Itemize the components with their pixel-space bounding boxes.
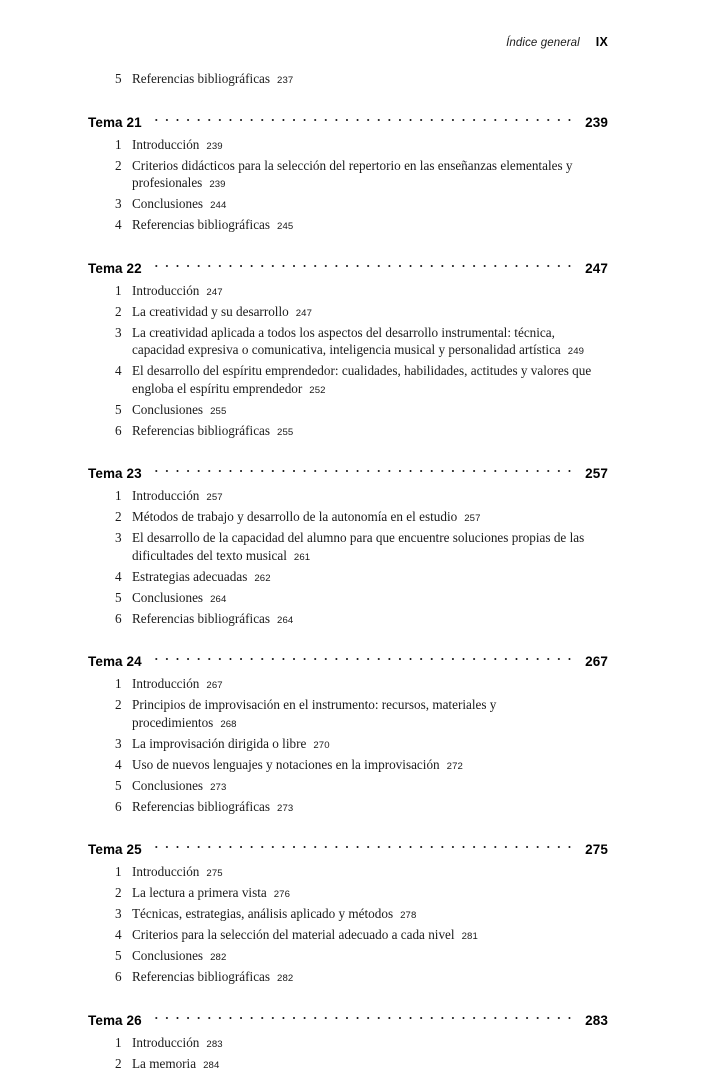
toc-entry-title: Uso de nuevos lenguajes y notaciones en la improvisación — [132, 756, 440, 772]
toc-entry-body — [132, 487, 608, 507]
toc-entry-page-number: 264 — [210, 593, 227, 605]
toc-entry-page-number: 257 — [206, 492, 223, 503]
toc-entry-page-number: 273 — [277, 802, 294, 814]
toc-entry-body — [132, 324, 608, 361]
toc-entry-number: 5 — [115, 401, 122, 417]
toc-entry-page-number: 275 — [206, 868, 223, 879]
toc-entry-title: Introducción — [132, 864, 200, 879]
toc-entry-body — [132, 568, 608, 588]
toc-entry-body — [132, 926, 608, 946]
toc-tema-page-number: 267 — [585, 654, 608, 669]
toc-entry-number: 1 — [115, 676, 122, 691]
toc-entry-title: La improvisación dirigida o libre — [132, 735, 307, 751]
toc-entry[interactable] — [88, 508, 608, 528]
toc-entry-title: Introducción — [132, 1034, 200, 1050]
dot-leader — [151, 257, 572, 273]
toc-entry-page-number: 255 — [277, 426, 294, 438]
toc-entry-number: 3 — [115, 196, 122, 211]
toc-tema-heading-row[interactable] — [88, 257, 608, 276]
toc-entry-number: 3 — [115, 530, 122, 545]
toc-entry-page-number: 264 — [277, 614, 294, 626]
toc-entry[interactable] — [88, 947, 608, 967]
toc-entry-title: Referencias bibliográficas — [132, 969, 271, 984]
toc-entry-number: 1 — [115, 136, 122, 152]
toc-entry[interactable] — [88, 216, 608, 236]
toc-entry-body — [132, 195, 608, 215]
toc-entry[interactable] — [88, 756, 608, 776]
toc-entry-body — [132, 422, 608, 442]
toc-tema-heading-row[interactable] — [88, 111, 608, 130]
toc-entry-body — [132, 947, 608, 967]
toc-entry-page-number: 272 — [446, 760, 463, 772]
toc-entry-title: Referencias bibliográficas — [132, 422, 271, 438]
toc-entry-title: Criterios didácticos para la selección del repertorio en las enseñanzas elementales y profesionales — [132, 157, 573, 190]
toc-tema-heading-row[interactable] — [88, 650, 608, 669]
toc-entry-body — [132, 508, 608, 528]
toc-entry-page-number: 239 — [209, 179, 226, 190]
toc-entry-body — [132, 884, 608, 904]
toc-entry-number: 2 — [115, 303, 122, 319]
toc-entry-page-number: 284 — [203, 1059, 220, 1071]
toc-entry-body — [132, 157, 608, 194]
toc-entry-title: El desarrollo del espíritu emprendedor: cualidades, habilidades, actitudes y valores que engloba el espíritu emprendedor — [132, 363, 592, 396]
toc-entry-title: Referencias bibliográficas — [132, 217, 271, 232]
toc-entry-title: Referencias bibliográficas — [132, 610, 271, 626]
toc-entry-body — [132, 756, 608, 776]
toc-entry-body — [132, 303, 608, 323]
toc-entry-number: 5 — [115, 777, 122, 793]
toc-entry[interactable] — [88, 157, 608, 194]
toc-entry-body — [132, 216, 608, 236]
toc-entry-title: Criterios para la selección del material adecuado a cada nivel — [132, 927, 455, 942]
toc-entry-body — [132, 136, 608, 156]
toc-groups — [88, 111, 608, 1075]
toc-entry-page-number: 262 — [254, 572, 271, 584]
toc-entry-title: La lectura a primera vista — [132, 885, 267, 900]
toc-tema-page-number: 283 — [585, 1012, 608, 1028]
toc-entry-title: Referencias bibliográficas — [132, 798, 271, 814]
toc-entry-title: Referencias bibliográficas — [132, 71, 271, 86]
toc-entry[interactable] — [88, 968, 608, 988]
toc-group — [88, 462, 608, 629]
running-head-title: Índice general — [506, 37, 580, 49]
toc-entry-page-number: 239 — [206, 140, 223, 152]
toc-entry-number: 6 — [115, 969, 122, 984]
toc-entry-number: 3 — [115, 735, 122, 751]
toc-entry[interactable] — [88, 926, 608, 946]
toc-entry-title: Principios de improvisación en el instrumento: recursos, materiales y procedimientos — [132, 697, 497, 730]
toc-entry-page-number: 282 — [277, 973, 294, 984]
toc-entry-body — [132, 735, 608, 755]
toc-entry[interactable] — [88, 696, 608, 733]
table-of-contents — [88, 70, 608, 1076]
toc-entry-body — [132, 696, 608, 733]
running-head — [88, 33, 608, 51]
toc-entry-number: 4 — [115, 927, 122, 942]
toc-entry-page-number: 261 — [293, 551, 311, 563]
toc-entry-body — [132, 905, 608, 925]
toc-entry-number: 1 — [115, 488, 122, 503]
toc-entry-title: Introducción — [132, 488, 200, 503]
toc-entry-body — [132, 610, 608, 630]
toc-entry-body — [132, 70, 608, 90]
toc-entry[interactable] — [88, 905, 608, 925]
toc-entry-number: 3 — [115, 906, 122, 921]
dot-leader — [151, 838, 572, 854]
toc-entry-body — [132, 777, 608, 797]
toc-entry-title: Introducción — [132, 136, 200, 152]
toc-entry[interactable] — [88, 422, 608, 442]
toc-entry-body — [132, 863, 608, 883]
toc-entry-number: 2 — [115, 157, 122, 173]
toc-entry-page-number: 255 — [210, 405, 227, 417]
toc-entry-number: 1 — [115, 864, 122, 879]
toc-entry-page-number: 281 — [461, 931, 478, 942]
toc-entry-number: 3 — [115, 324, 122, 340]
dot-leader — [151, 1009, 572, 1025]
toc-entry-title: El desarrollo de la capacidad del alumno para que encuentre soluciones propias de las dificultades del texto musical — [132, 530, 585, 563]
toc-group — [88, 257, 608, 442]
toc-entry-body — [132, 675, 608, 695]
toc-entry-page-number: 247 — [206, 286, 223, 298]
toc-entry-number: 2 — [115, 1055, 122, 1071]
toc-group — [88, 1009, 608, 1075]
toc-entry-body — [132, 362, 608, 399]
toc-entry-title: Estrategias adecuadas — [132, 568, 248, 584]
toc-entry-number: 4 — [115, 363, 122, 378]
toc-entry-number: 4 — [115, 756, 122, 772]
toc-entry[interactable] — [88, 735, 608, 755]
toc-entry[interactable] — [88, 568, 608, 588]
toc-entry-body — [132, 968, 608, 988]
toc-entry[interactable] — [88, 282, 608, 302]
toc-entry[interactable] — [88, 777, 608, 797]
toc-entry-number: 6 — [115, 422, 122, 438]
toc-tema-label: Tema 23 — [88, 466, 142, 481]
toc-entry-number: 1 — [115, 1034, 122, 1050]
toc-entry-body — [132, 798, 608, 818]
toc-entry[interactable] — [88, 195, 608, 215]
toc-tema-page-number: 239 — [585, 114, 608, 130]
toc-entry[interactable] — [88, 675, 608, 695]
toc-tema-label: Tema 21 — [88, 114, 142, 130]
toc-entry-body — [132, 1034, 608, 1054]
toc-entry-number: 5 — [115, 948, 122, 963]
toc-entry-number: 2 — [115, 885, 122, 900]
toc-entry[interactable] — [88, 362, 608, 399]
toc-tema-heading-row[interactable] — [88, 1009, 608, 1028]
toc-entry-page-number: 283 — [206, 1038, 223, 1050]
toc-entry-page-number: 267 — [206, 680, 223, 691]
toc-entry-title: Conclusiones — [132, 948, 204, 963]
toc-entry-page-number: 257 — [464, 513, 481, 524]
toc-entry-body — [132, 589, 608, 609]
toc-entry-title: Métodos de trabajo y desarrollo de la autonomía en el estudio — [132, 509, 458, 524]
toc-entry[interactable] — [88, 136, 608, 156]
toc-entry[interactable] — [88, 863, 608, 883]
toc-entry-page-number: 276 — [273, 889, 291, 900]
toc-entry-title: Conclusiones — [132, 777, 204, 793]
toc-entry[interactable] — [88, 487, 608, 507]
toc-tema-page-number: 257 — [585, 466, 608, 481]
toc-entry[interactable] — [88, 1055, 608, 1075]
toc-entry-number: 2 — [115, 697, 122, 712]
toc-entry[interactable] — [88, 798, 608, 818]
toc-entry-body — [132, 282, 608, 302]
toc-entry-page-number: 249 — [567, 346, 585, 357]
toc-entry[interactable] — [88, 70, 608, 90]
toc-entry-number: 6 — [115, 798, 122, 814]
toc-entry[interactable] — [88, 1034, 608, 1054]
toc-group — [88, 838, 608, 988]
toc-tema-heading-row[interactable] — [88, 462, 608, 481]
toc-entry-title: Conclusiones — [132, 401, 204, 417]
toc-entry-page-number: 270 — [313, 739, 330, 751]
toc-entry-title: Técnicas, estrategias, análisis aplicado y métodos — [132, 906, 394, 921]
toc-entry-number: 1 — [115, 282, 122, 298]
toc-tema-page-number: 247 — [585, 260, 608, 276]
toc-tema-label: Tema 24 — [88, 654, 142, 669]
toc-entry[interactable] — [88, 401, 608, 421]
toc-entry-page-number: 237 — [277, 75, 294, 86]
toc-entry[interactable] — [88, 589, 608, 609]
toc-entry-title: Introducción — [132, 676, 200, 691]
toc-tema-label: Tema 25 — [88, 842, 142, 857]
toc-entry-title: La memoria — [132, 1055, 197, 1071]
toc-tema-page-number: 275 — [585, 842, 608, 857]
toc-group — [88, 111, 608, 236]
dot-leader — [151, 462, 572, 478]
toc-entry-page-number: 244 — [210, 200, 227, 211]
toc-entry-number: 4 — [115, 217, 122, 232]
toc-entry-number: 5 — [115, 71, 122, 86]
toc-entry-title: Conclusiones — [132, 196, 204, 211]
toc-continued-entries — [88, 70, 608, 90]
toc-entry-number: 4 — [115, 568, 122, 584]
toc-tema-label: Tema 22 — [88, 260, 142, 276]
dot-leader — [151, 111, 572, 127]
toc-entry-page-number: 247 — [295, 307, 313, 319]
toc-tema-heading-row[interactable] — [88, 838, 608, 857]
toc-entry-title: Conclusiones — [132, 589, 204, 605]
toc-entry[interactable] — [88, 529, 608, 566]
toc-entry-title: La creatividad aplicada a todos los aspectos del desarrollo instrumental: técnica, capacidad expresiva o comunicativa, inteligencia musical y personalidad artística — [132, 324, 561, 357]
toc-entry-title: Introducción — [132, 282, 200, 298]
toc-entry-page-number: 245 — [277, 221, 294, 232]
toc-entry[interactable] — [88, 884, 608, 904]
toc-entry-page-number: 268 — [220, 718, 237, 730]
toc-entry-page-number: 282 — [210, 952, 227, 963]
toc-entry-number: 6 — [115, 610, 122, 626]
toc-entry-body — [132, 401, 608, 421]
toc-entry-body — [132, 1055, 608, 1075]
toc-entry-title: La creatividad y su desarrollo — [132, 303, 289, 319]
toc-group — [88, 650, 608, 817]
toc-entry-body — [132, 529, 608, 566]
toc-entry[interactable] — [88, 610, 608, 630]
toc-entry[interactable] — [88, 303, 608, 323]
running-head-folio: IX — [595, 35, 608, 49]
dot-leader — [151, 650, 572, 666]
toc-entry-page-number: 273 — [210, 781, 227, 793]
toc-entry-page-number: 252 — [309, 384, 326, 396]
toc-tema-label: Tema 26 — [88, 1012, 142, 1028]
toc-entry-number: 5 — [115, 589, 122, 605]
toc-entry-page-number: 278 — [400, 910, 417, 921]
toc-entry-number: 2 — [115, 509, 122, 524]
toc-entry[interactable] — [88, 324, 608, 361]
